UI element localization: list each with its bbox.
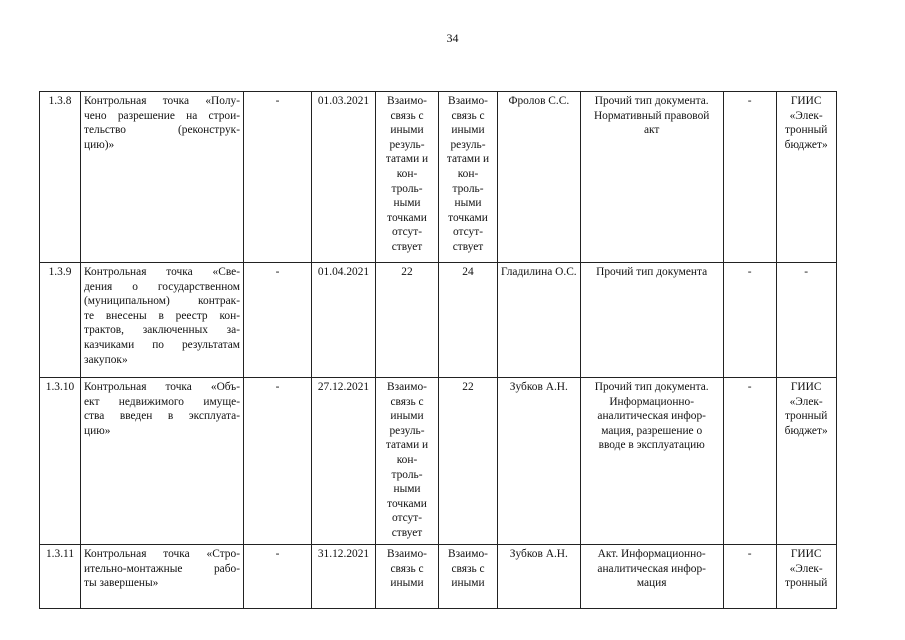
information-system-line: «Элек-: [789, 562, 823, 575]
relation-previous-line: иными: [390, 410, 424, 423]
control-point-name-line: Контрольная точка «Све-: [84, 266, 240, 278]
control-point-name-line: Контрольная точка «Полу-: [84, 95, 240, 107]
table-row: [40, 378, 837, 545]
relation-previous-line: иными: [390, 124, 424, 137]
relation-next-line: 24: [462, 266, 474, 278]
control-point-name-line: Контрольная точка «Объ-: [84, 381, 240, 393]
control-point-name-line: закупок»: [84, 353, 128, 366]
due-date: 31.12.2021: [312, 545, 376, 609]
relation-next-line: иными: [451, 577, 485, 590]
page-number: 34: [446, 31, 459, 45]
information-system-line: «Элек-: [789, 109, 823, 122]
document-type-line: Прочий тип документа: [596, 266, 708, 278]
relation-previous-line: отсут-: [391, 512, 423, 525]
relation-next-line: ными: [454, 197, 482, 210]
document-type-line: мация, разрешение о: [601, 424, 703, 437]
relation-previous-line: иными: [390, 577, 424, 590]
control-point-name: [81, 378, 244, 545]
relation-next-line: связь с: [451, 562, 485, 575]
information-system-line: «Элек-: [789, 395, 823, 408]
information-system-line: ГИИС: [790, 95, 822, 107]
cell-dash: -: [723, 263, 776, 378]
relation-next-line: связь с: [451, 109, 485, 122]
document-type-line: аналитическая инфор-: [597, 410, 706, 423]
relation-previous-line: точками: [387, 211, 427, 224]
due-date: 27.12.2021: [312, 378, 376, 545]
relation-previous-line: резуль-: [389, 138, 425, 151]
control-point-name-line: цию)»: [84, 138, 115, 151]
document-type-line: Акт. Информационно-: [597, 548, 706, 560]
row-number: 1.3.10: [40, 378, 81, 545]
control-point-name-line: Контрольная точка «Стро-: [84, 548, 240, 560]
relation-next-line: Взаимо-: [448, 548, 488, 560]
due-date: 01.04.2021: [312, 263, 376, 378]
responsible-person: Гладилина О.С.: [498, 263, 581, 378]
relation-previous-line: татами и: [385, 153, 429, 166]
table-row: [40, 263, 837, 378]
document-type: [580, 92, 723, 263]
control-point-name-line: те внесены в реестр кон-: [84, 309, 240, 322]
document-type-line: мация: [636, 577, 667, 590]
relation-previous-line: ными: [393, 483, 421, 496]
information-system-line: тронный: [784, 124, 828, 137]
responsible-person: Зубков А.Н.: [498, 545, 581, 609]
relation-previous-line: ными: [393, 197, 421, 210]
relation-next: [439, 92, 498, 263]
cell-dash: -: [244, 545, 312, 609]
information-system-line: -: [804, 266, 809, 278]
relation-previous-line: связь с: [390, 109, 424, 122]
cell-dash: -: [723, 545, 776, 609]
cell-dash: -: [244, 92, 312, 263]
relation-previous-line: кон-: [396, 453, 418, 466]
relation-previous-line: кон-: [396, 167, 418, 180]
relation-previous-line: 22: [401, 266, 413, 278]
relation-next-line: резуль-: [450, 138, 486, 151]
information-system: [776, 378, 836, 545]
control-point-name-line: дения о государственном: [84, 280, 240, 293]
control-points-table: [39, 91, 837, 609]
row-number: 1.3.11: [40, 545, 81, 609]
document-type-line: Прочий тип документа.: [594, 381, 709, 393]
document-type-line: аналитическая инфор-: [597, 562, 706, 575]
due-date: 01.03.2021: [312, 92, 376, 263]
relation-previous-line: связь с: [390, 395, 424, 408]
control-point-name-line: цию»: [84, 424, 111, 437]
control-point-name-line: ительно-монтажные рабо-: [84, 562, 240, 575]
relation-previous-line: ствует: [391, 240, 423, 253]
control-point-name-line: чено разрешение на строи-: [84, 109, 240, 122]
relation-next-line: иными: [451, 124, 485, 137]
relation-previous-line: резуль-: [389, 424, 425, 437]
control-point-name-line: ты завершены»: [84, 577, 159, 590]
control-point-name-line: (муниципальном) контрак-: [84, 295, 240, 308]
control-point-name-line: ект недвижимого имуще-: [84, 395, 240, 408]
document-type-line: Нормативный правовой: [593, 109, 710, 122]
control-point-name: [81, 263, 244, 378]
relation-previous-line: отсут-: [391, 226, 423, 239]
table-row: [40, 545, 837, 609]
information-system-line: бюджет»: [784, 138, 828, 151]
relation-previous-line: точками: [387, 497, 427, 510]
row-number: 1.3.8: [40, 92, 81, 263]
information-system: [776, 92, 836, 263]
cell-dash: -: [244, 263, 312, 378]
relation-previous-line: Взаимо-: [387, 95, 427, 107]
relation-previous-line: Взаимо-: [387, 548, 427, 560]
relation-next-line: татами и: [446, 153, 490, 166]
responsible-person: Фролов С.С.: [498, 92, 581, 263]
row-number: 1.3.9: [40, 263, 81, 378]
relation-previous: [376, 92, 439, 263]
relation-previous-line: троль-: [391, 468, 423, 481]
information-system-line: ГИИС: [790, 381, 822, 393]
relation-next-line: отсут-: [452, 226, 484, 239]
responsible-person: Зубков А.Н.: [498, 378, 581, 545]
information-system: [776, 263, 836, 378]
information-system-line: тронный: [784, 410, 828, 423]
relation-next-line: точками: [448, 211, 488, 224]
relation-next-line: ствует: [452, 240, 484, 253]
document-type: [580, 545, 723, 609]
control-point-name: [81, 92, 244, 263]
relation-previous-line: татами и: [385, 439, 429, 452]
information-system-line: ГИИС: [790, 548, 822, 560]
relation-previous: [376, 545, 439, 609]
control-point-name-line: трактов, заключенных за-: [84, 324, 240, 337]
relation-next-line: троль-: [452, 182, 484, 195]
document-type: [580, 378, 723, 545]
control-point-name-line: ства введен в эксплуата-: [84, 410, 240, 423]
document-type: [580, 263, 723, 378]
document-type-line: Информационно-: [609, 395, 695, 408]
document-type-line: акт: [643, 124, 660, 137]
document-type-line: Прочий тип документа.: [594, 95, 709, 107]
information-system-line: тронный: [784, 577, 828, 590]
relation-next-line: 22: [462, 381, 474, 393]
relation-previous: [376, 263, 439, 378]
control-point-name-line: казчиками по результатам: [84, 338, 240, 351]
table-row: [40, 92, 837, 263]
cell-dash: -: [723, 92, 776, 263]
cell-dash: -: [723, 378, 776, 545]
information-system-line: бюджет»: [784, 424, 828, 437]
document-type-line: вводе в эксплуатацию: [598, 439, 705, 452]
relation-next-line: Взаимо-: [448, 95, 488, 107]
relation-previous: [376, 378, 439, 545]
relation-previous-line: ствует: [391, 526, 423, 539]
control-point-name-line: тельство (реконструк-: [84, 124, 240, 137]
relation-next: [439, 378, 498, 545]
relation-next-line: кон-: [457, 167, 479, 180]
relation-previous-line: Взаимо-: [387, 381, 427, 393]
relation-next: [439, 545, 498, 609]
relation-previous-line: троль-: [391, 182, 423, 195]
cell-dash: -: [244, 378, 312, 545]
control-point-name: [81, 545, 244, 609]
relation-next: [439, 263, 498, 378]
relation-previous-line: связь с: [390, 562, 424, 575]
information-system: [776, 545, 836, 609]
